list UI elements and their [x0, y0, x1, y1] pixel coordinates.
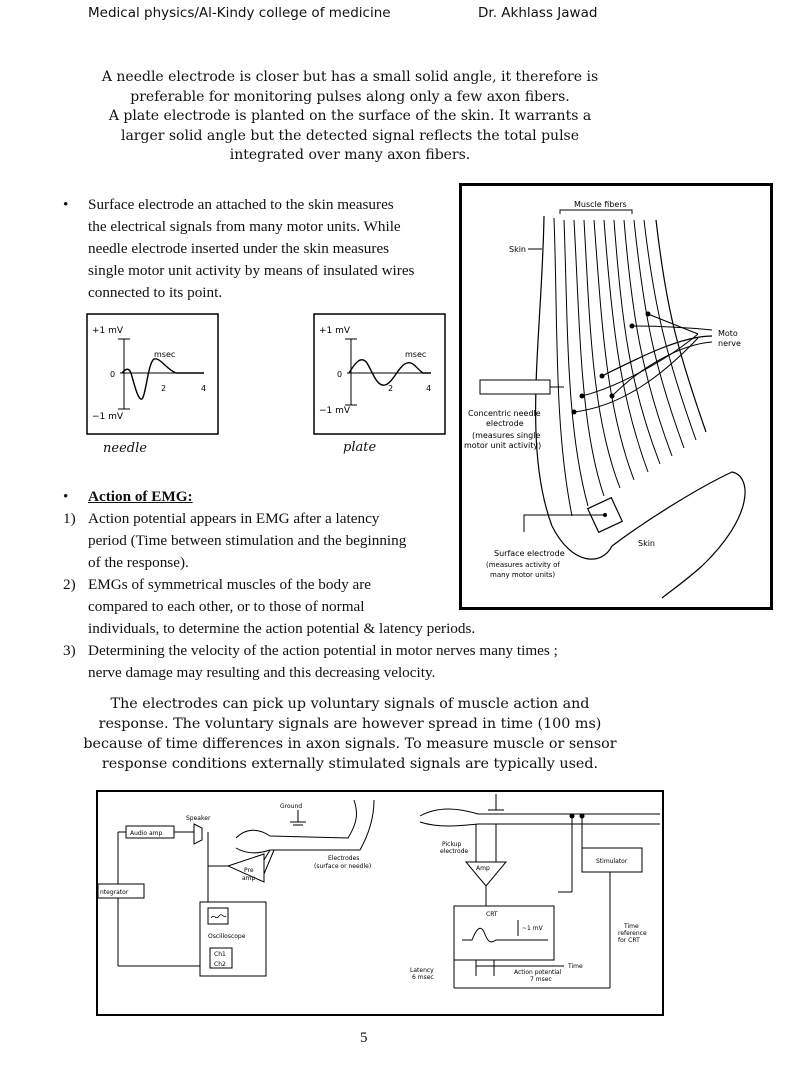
- intro-line: larger solid angle but the detected signal reflects the total pulse: [120, 127, 580, 144]
- emg-item-number: 1): [63, 510, 76, 527]
- integrator-label: ntegrator: [100, 889, 129, 896]
- pickup-label-2: electrode: [440, 848, 469, 855]
- emg-heading: Action of EMG:: [88, 488, 193, 505]
- emg-item-1: [88, 508, 468, 574]
- surface-electrode-paragraph: [88, 194, 458, 304]
- time-ref-label-2: reference: [618, 930, 647, 937]
- motor-nerve-label-2: nerve: [718, 339, 741, 348]
- skin-bottom-label: Skin: [638, 539, 656, 548]
- intro-line: preferable for monitoring pulses along only a few axon fibers.: [130, 88, 570, 105]
- amp-label: Amp: [476, 865, 490, 872]
- emg-item-number: 3): [63, 642, 76, 659]
- needle-t2-label: 2: [161, 384, 167, 393]
- pickup-label-1: Pickup: [442, 841, 462, 848]
- intro-line: A plate electrode is planted on the surface of the skin. It warrants a: [108, 108, 592, 124]
- voluntary-line: The electrodes can pick up voluntary signals of muscle action and: [110, 696, 590, 712]
- plate-zero-label: 0: [337, 370, 343, 379]
- paragraph-line: connected to its point.: [88, 284, 223, 301]
- item-line: nerve damage may resulting and this decreasing velocity.: [88, 664, 436, 681]
- needle-electrode-label-3: (measures single: [472, 431, 541, 440]
- plate-t2-label: 2: [388, 384, 394, 393]
- emg-item-2: [88, 574, 688, 640]
- needle-electrode-label-2: electrode: [486, 419, 524, 428]
- oscilloscope-label: Oscilloscope: [208, 933, 246, 940]
- header-left: Medical physics/Al-Kindy college of medicine: [88, 5, 391, 21]
- action-potential-label-2: 7 msec: [530, 976, 552, 983]
- voluntary-line: because of time differences in axon signals. To measure muscle or sensor: [83, 736, 617, 752]
- needle-electrode-label-4: motor unit activity): [464, 441, 542, 450]
- time-ref-label-1: Time: [624, 923, 639, 930]
- emg-item-3: [88, 640, 728, 684]
- intro-paragraph: [60, 68, 640, 166]
- needle-waveform-graph: [86, 313, 221, 438]
- preamp-label-2: amp: [242, 875, 256, 882]
- stimulator-label: Stimulator: [596, 858, 628, 865]
- item-line: EMGs of symmetrical muscles of the body are: [88, 576, 372, 593]
- item-line: of the response).: [88, 554, 189, 571]
- needle-zero-label: 0: [110, 370, 116, 379]
- needle-top-label: +1 mV: [92, 326, 124, 336]
- emg-item-number: 2): [63, 576, 76, 593]
- latency-label-2: 6 msec: [412, 974, 434, 981]
- voluntary-line: response. The voluntary signals are however spread in time (100 ms): [98, 716, 602, 732]
- skin-top-label: Skin: [509, 245, 527, 254]
- needle-bottom-label: −1 mV: [92, 412, 124, 422]
- ch2-label: Ch2: [214, 961, 226, 968]
- speaker-label: Speaker: [186, 815, 211, 822]
- paragraph-line: single motor unit activity by means of insulated wires: [88, 262, 415, 279]
- audio-amp-label: Audio amp: [130, 830, 163, 837]
- time-label: Time: [568, 963, 583, 970]
- item-line: individuals, to determine the action potential & latency periods.: [88, 620, 476, 637]
- crt-label: CRT: [486, 911, 498, 918]
- latency-label-1: Latency: [410, 967, 434, 974]
- motor-nerve-label-1: Moto: [718, 329, 738, 338]
- emg-setup-figure: [96, 790, 664, 1016]
- muscle-fibers-label: Muscle fibers: [574, 200, 627, 209]
- intro-line: integrated over many axon fibers.: [229, 147, 471, 163]
- intro-line: A needle electrode is closer but has a small solid angle, it therefore is: [101, 69, 599, 85]
- ch1-label: Ch1: [214, 951, 226, 958]
- electrodes-label-2: (surface or needle): [314, 863, 372, 870]
- electrodes-label-1: Electrodes: [328, 855, 360, 862]
- plate-unit-label: msec: [405, 350, 427, 359]
- paragraph-line: needle electrode inserted under the skin measures: [88, 240, 390, 257]
- preamp-label-1: Pre: [244, 867, 254, 874]
- plate-t4-label: 4: [426, 384, 432, 393]
- header-right: Dr. Akhlass Jawad: [478, 5, 598, 21]
- needle-caption: needle: [103, 441, 147, 456]
- page-number: 5: [360, 1030, 368, 1046]
- time-ref-label-3: for CRT: [618, 937, 640, 944]
- plate-top-label: +1 mV: [319, 326, 351, 336]
- surface-electrode-label-1: Surface electrode: [494, 549, 565, 558]
- voluntary-line: response conditions externally stimulated signals are typically used.: [101, 756, 599, 772]
- item-line: Determining the velocity of the action potential in motor nerves many times ;: [88, 642, 558, 659]
- mv-label: ~1 mV: [522, 925, 543, 932]
- plate-waveform-graph: [313, 313, 448, 438]
- ground-label: Ground: [280, 803, 303, 810]
- action-potential-label-1: Action potential: [514, 969, 562, 976]
- item-line: compared to each other, or to those of normal: [88, 598, 365, 615]
- bullet-dot: •: [63, 488, 69, 505]
- needle-electrode-label-1: Concentric needle: [468, 409, 541, 418]
- muscle-diagram: [462, 186, 770, 607]
- item-line: Action potential appears in EMG after a latency: [88, 510, 380, 527]
- item-line: period (Time between stimulation and the beginning: [88, 532, 407, 549]
- needle-unit-label: msec: [154, 350, 176, 359]
- needle-t4-label: 4: [201, 384, 207, 393]
- paragraph-line: Surface electrode an attached to the skin measures: [88, 196, 394, 213]
- paragraph-line: the electrical signals from many motor units. While: [88, 218, 401, 235]
- plate-caption: plate: [343, 440, 377, 455]
- emg-setup-diagram: [98, 792, 662, 1014]
- bullet-dot: •: [63, 196, 69, 213]
- surface-electrode-label-3: many motor units): [490, 571, 556, 579]
- surface-electrode-label-2: (measures activity of: [486, 561, 560, 569]
- voluntary-paragraph: [60, 694, 640, 774]
- muscle-electrode-figure: [459, 183, 773, 610]
- plate-bottom-label: −1 mV: [319, 406, 351, 416]
